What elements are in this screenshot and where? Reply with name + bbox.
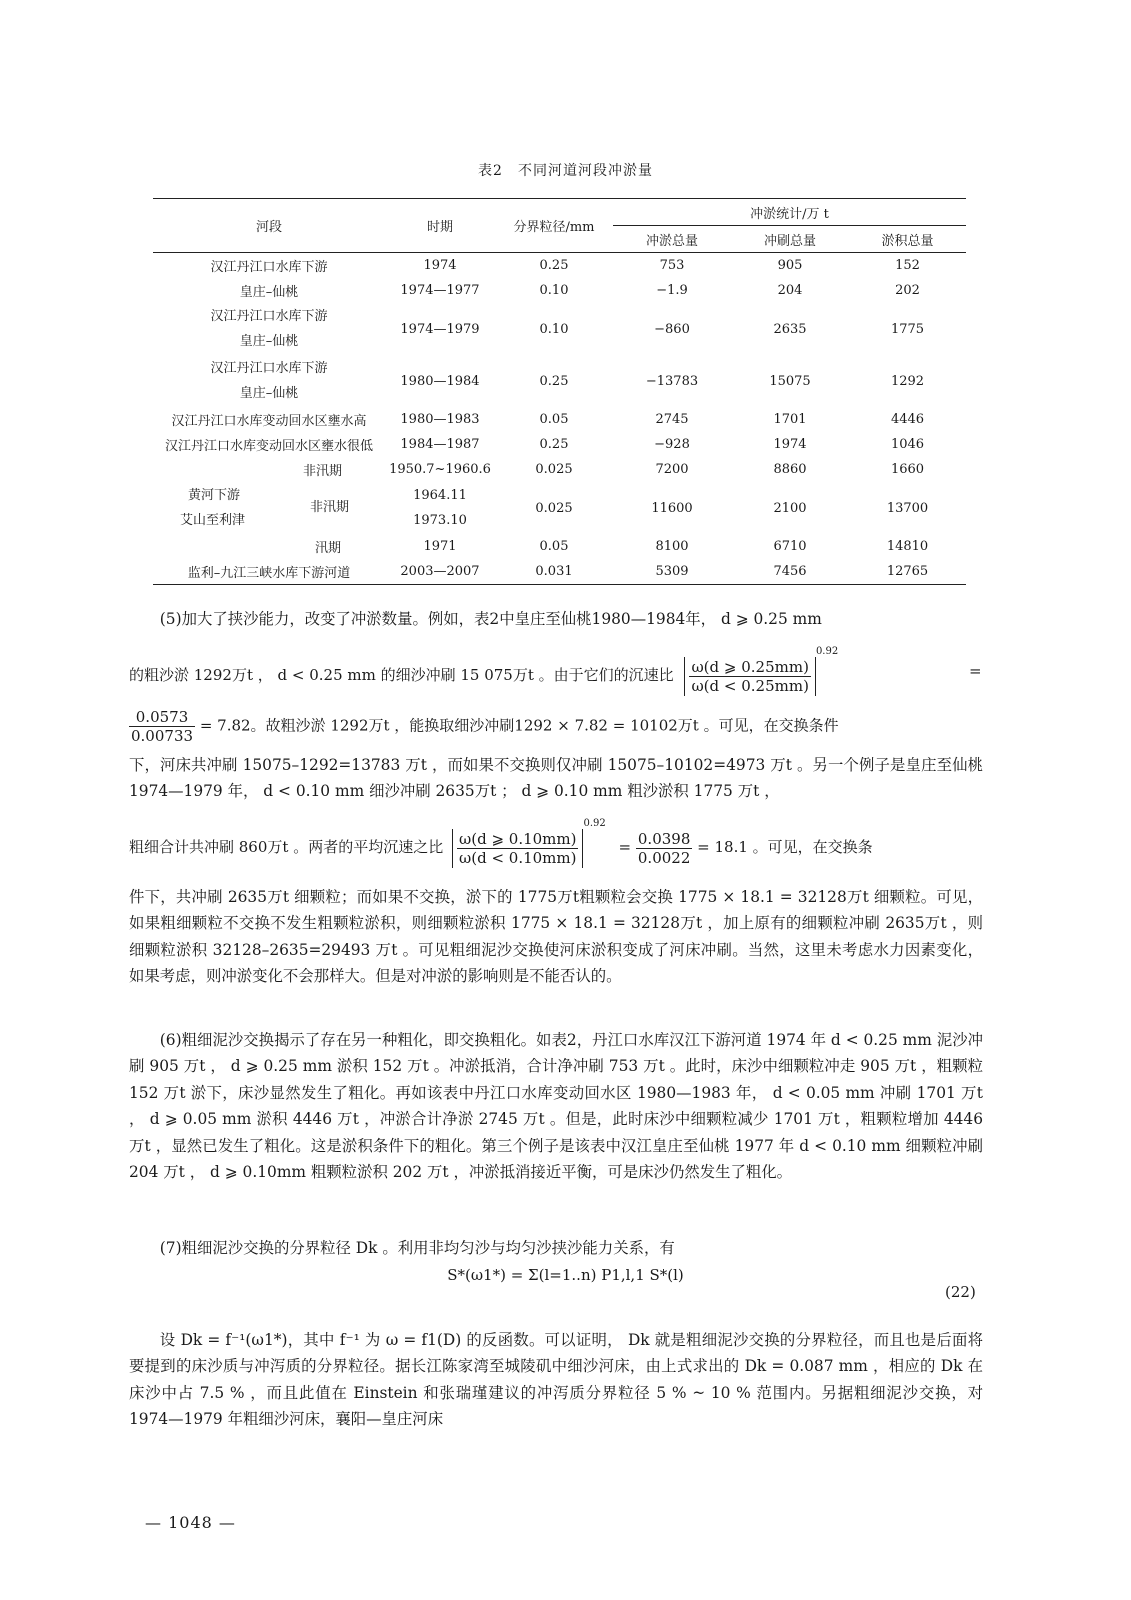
table-row — [153, 407, 966, 432]
cell-grain: 0.25 — [539, 373, 569, 389]
cell-deposit: 202 — [895, 283, 920, 298]
paragraph-5-line1: (5)加大了挟沙能力，改变了冲淤数量。例如，表2中皇庄至仙桃1980—1984年， d ⩾ 0.25 mm — [159, 610, 822, 628]
table-caption: 表2 不同河道河段冲淤量 — [478, 163, 653, 179]
cell-subperiod: 非汛期 — [310, 500, 350, 515]
cell-total: −1.9 — [656, 283, 688, 298]
cell-grain: 0.25 — [539, 437, 569, 452]
cell-segment-line: 艾山至利津 — [180, 513, 246, 528]
paragraph-7: (7)粗细泥沙交换的分界粒径 Dk 。利用非均匀沙与均匀沙挟沙能力关系，有 — [159, 1239, 675, 1257]
cell-segment — [153, 534, 385, 559]
cell-period — [385, 482, 495, 534]
settling-ratio-formula-1 — [684, 657, 816, 696]
table-row — [153, 534, 966, 559]
cell-period-line: 1973.10 — [413, 513, 467, 528]
cell-scour: 2635 — [773, 321, 807, 337]
cell-segment — [153, 355, 385, 407]
cell-subperiod: 汛期 — [315, 541, 342, 556]
formula-denominator: 0.00733 — [131, 727, 194, 745]
cell-grain: 0.025 — [535, 462, 573, 477]
table-row — [153, 278, 966, 303]
header-grain: 分界粒径/mm — [495, 199, 613, 253]
table-row — [153, 482, 966, 534]
cell-total: −928 — [654, 437, 690, 452]
table-row — [153, 457, 966, 482]
cell-total: 8100 — [655, 539, 689, 554]
cell-segment-line: 皇庄–仙桃 — [239, 334, 299, 349]
cell-scour: 905 — [777, 258, 803, 273]
cell-deposit: 1292 — [890, 373, 925, 389]
cell-period: 1980—1983 — [400, 412, 480, 427]
cell-segment: 皇庄–仙桃 — [239, 285, 299, 300]
table-row — [153, 253, 966, 279]
cell-subperiod: 非汛期 — [303, 464, 343, 479]
paragraph-8: 设 Dk = f⁻¹(ω1*)，其中 f⁻¹ 为 ω = f1(D) 的反函数。可以证明， Dk 就是粗细泥沙交换的分界粒径，而且也是后面将要提到的床沙质与冲泻质的分界粒径。据长江陈家湾至城陵矶中细沙河床，由上式求出的 Dk = 0.087 mm ，相应的 Dk 在床沙中占 7.5 % ，而且此值在 Einstein 和张瑞瑾建议的冲泻质分界粒径 5 % ~ 10 % 范围内。另据粗细泥沙交换，对 1974—1979 年粗细沙河床，襄阳—皇庄河床 — [129, 1331, 983, 1429]
formula-exponent: 0.92 — [583, 818, 606, 829]
cell-segment-line: 皇庄–仙桃 — [239, 386, 299, 401]
equation-22: S*(ω1*) = Σ(l=1..n) P1,l,1 S*(l) — [447, 1266, 684, 1284]
cell-segment-line: 汉江丹江口水库下游 — [210, 309, 328, 324]
cell-period: 2003—2007 — [385, 559, 495, 585]
cell-total: 753 — [659, 258, 685, 273]
cell-period: 1950.7~1960.6 — [389, 462, 491, 477]
formula-denominator: ω(d < 0.10mm) — [458, 848, 577, 867]
cell-grain: 0.10 — [539, 283, 569, 298]
formula-denominator: ω(d < 0.25mm) — [691, 676, 809, 695]
paragraph-6: (6)粗细泥沙交换揭示了存在另一种粗化，即交换粗化。如表2，丹江口水库汉江下游河道 1974 年 d < 0.25 mm 泥沙冲刷 905 万t ， d ⩾ 0.25 mm 淤积 152 万t 。冲淤抵消，合计净冲刷 753 万t 。此时，床沙中细颗粒冲走 905 万t ，粗颗粒 152 万t 淤下，床沙显然发生了粗化。再如该表中丹江口水库变动回水区 1980—1983 年， d < 0.05 mm 冲刷 1701 万t ， d ⩾ 0.05 mm 淤积 4446 万t ，冲淤合计净淤 2745 万t 。但是，此时床沙中细颗粒减少 1701 万t ，粗颗粒增加 4446 万t ，显然已发生了粗化。这是淤积条件下的粗化。第三个例子是该表中汉江皇庄至仙桃 1977 年 d < 0.10 mm 细颗粒冲刷 204 万t ， d ⩾ 0.10mm 粗颗粒淤积 202 万t ，冲淤抵消接近平衡，可是床沙仍然发生了粗化。 — [129, 1031, 983, 1182]
cell-segment — [153, 457, 385, 482]
cell-grain: 0.25 — [539, 258, 569, 273]
settling-ratio-formula-2 — [452, 829, 584, 868]
cell-period: 1984—1987 — [400, 437, 480, 452]
cell-scour: 6710 — [773, 539, 807, 554]
cell-scour: 8860 — [773, 462, 807, 477]
cell-grain: 0.05 — [539, 539, 569, 554]
cell-deposit: 13700 — [886, 500, 929, 516]
cell-total: 11600 — [651, 500, 693, 516]
cell-segment: 汉江丹江口水库下游 — [210, 260, 328, 275]
paragraph-5-tail: 件下，共冲刷 2635万t 细颗粒；而如果不交换，淤下的 1775万t粗颗粒会交换 1775 × 18.1 = 32128万t 细颗粒。可见，如果粗细颗粒不交换不发生粗颗粒淤积，则细颗粒淤积 1775 × 18.1 = 32128万t ，加上原有的细颗粒冲刷 2635万t ，则细颗粒淤积 32128–2635=29493 万t 。可见粗细泥沙交换使河床淤积变成了河床冲刷。当然，这里未考虑水力因素变化，如果考虑，则冲淤变化不会那样大。但是对冲淤的影响则是不能否认的。 — [129, 888, 983, 986]
formula-numerator: 0.0398 — [637, 829, 691, 848]
cell-deposit: 1046 — [890, 437, 925, 452]
paragraph-5-line6-text: 粗细合计共冲刷 860万t 。两者的平均沉速之比 — [129, 838, 444, 856]
paragraph-5-block: 下，河床共冲刷 15075–1292=13783 万t ，而如果不交换则仅冲刷 15075–10102=4973 万t 。另一个例子是皇庄至仙桃 1974—1979 年， d < 0.10 mm 细沙冲刷 2635万t ； d ⩾ 0.10 mm 粗沙淤积 1775 万t ， — [129, 756, 983, 801]
cell-period: 1974 — [423, 258, 457, 273]
header-total: 冲淤总量 — [613, 226, 731, 253]
header-scour: 冲刷总量 — [731, 226, 849, 253]
cell-deposit: 12765 — [849, 559, 966, 585]
cell-scour: 15075 — [769, 373, 811, 389]
header-period: 时期 — [385, 199, 495, 253]
cell-grain: 0.05 — [539, 412, 569, 427]
cell-scour: 7456 — [731, 559, 849, 585]
equation-number: (22) — [945, 1283, 976, 1301]
paragraph-5-line3-text: = 7.82。故粗沙淤 1292万t ，能换取细沙冲刷1292 × 7.82 = 10102万t 。可见，在交换条件 — [199, 716, 839, 735]
formula-numerator: ω(d ⩾ 0.10mm) — [458, 829, 577, 848]
paragraph-5-line2-text: 的粗沙淤 1292万t ， d < 0.25 mm 的细沙冲刷 15 075万t 。由于它们的沉速比 — [129, 666, 674, 684]
header-stats-group: 冲淤统计/万 t — [613, 199, 966, 226]
table-row — [153, 355, 966, 407]
cell-grain: 0.025 — [535, 500, 573, 516]
cell-segment — [153, 303, 385, 355]
cell-segment-line: 黄河下游 — [188, 488, 241, 503]
formula-numerator: ω(d ⩾ 0.25mm) — [691, 657, 809, 676]
cell-deposit: 152 — [895, 258, 920, 273]
cell-deposit: 1775 — [890, 321, 925, 337]
cell-deposit: 4446 — [890, 412, 925, 427]
paragraph-5-line3 — [129, 708, 989, 745]
sediment-table — [153, 198, 966, 585]
cell-segment — [153, 482, 385, 534]
ratio-fraction-2 — [636, 830, 693, 867]
cell-total: 7200 — [655, 462, 689, 477]
page-number: — 1048 — — [145, 1513, 236, 1532]
formula-equals: = — [969, 662, 982, 680]
cell-total: 2745 — [655, 412, 689, 427]
table-row — [153, 432, 966, 457]
cell-segment: 汉江丹江口水库变动回水区壅水高 — [171, 414, 367, 429]
cell-scour: 1701 — [773, 412, 807, 427]
header-deposit: 淤积总量 — [849, 226, 966, 253]
cell-scour: 2100 — [773, 500, 807, 516]
cell-period: 1974—1979 — [400, 321, 480, 337]
paragraph-5-line6: 粗细合计共冲刷 860万t 。两者的平均沉速之比 $\frac{\omega(d ⩾ 0.10mm)}{\omega(d < 0.10mm)}$ $^{0.92}$ = $\frac{0.0398}{0.0022}$ = 18.1 。可见，在交换条 — [129, 818, 873, 867]
cell-total: −860 — [654, 321, 690, 337]
cell-scour: 1974 — [773, 437, 807, 452]
header-segment: 河段 — [153, 199, 385, 253]
cell-grain: 0.031 — [495, 559, 613, 585]
ratio-fraction-1 — [129, 708, 195, 745]
cell-segment: 汉江丹江口水库变动回水区壅水很低 — [164, 439, 373, 454]
paragraph-5-line6-tail: = 18.1 。可见，在交换条 — [697, 838, 873, 856]
cell-segment: 监利–九江三峡水库下游河道 — [153, 559, 385, 585]
paragraph-5-line2 — [129, 646, 989, 696]
cell-deposit: 14810 — [886, 539, 929, 554]
cell-total: 5309 — [613, 559, 731, 585]
cell-deposit: 1660 — [890, 462, 925, 477]
formula-denominator: 0.0022 — [637, 848, 691, 867]
cell-grain: 0.10 — [539, 321, 569, 337]
cell-segment-line: 汉江丹江口水库下游 — [210, 361, 328, 376]
table-row — [153, 559, 966, 585]
cell-total: −13783 — [645, 373, 699, 389]
cell-period: 1971 — [423, 539, 457, 554]
formula-numerator: 0.0573 — [129, 708, 195, 727]
cell-period: 1974—1977 — [400, 283, 480, 298]
formula-exponent: 0.92 — [815, 646, 839, 657]
cell-period-line: 1964.11 — [413, 488, 467, 503]
cell-period: 1980—1984 — [400, 373, 480, 389]
table-row — [153, 303, 966, 355]
cell-scour: 204 — [777, 283, 803, 298]
